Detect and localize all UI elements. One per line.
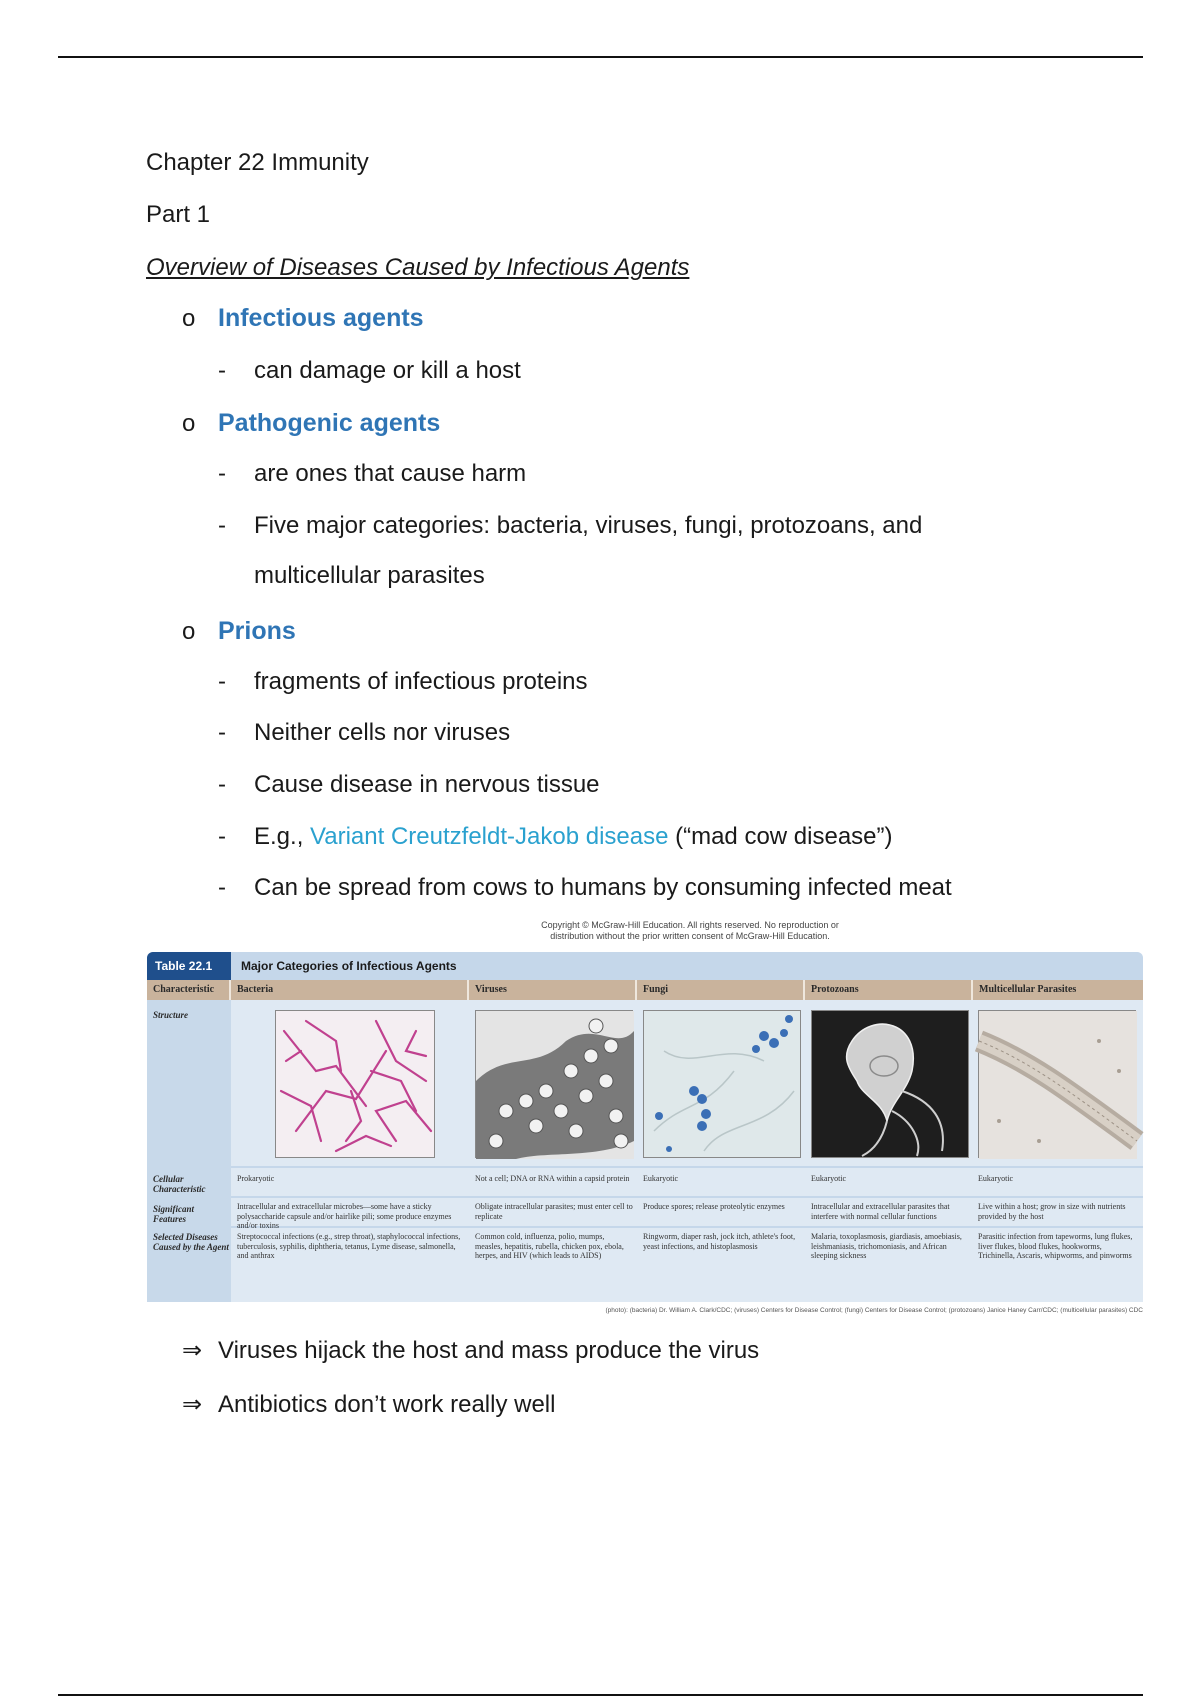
table-cell: Malaria, toxoplasmosis, giardiasis, amoebiasis, leishmaniasis, trichomoniasis, and African sleeping sickness — [811, 1232, 962, 1260]
column-header-row — [147, 980, 1143, 1000]
arrow-marker: ⇒ — [182, 1391, 203, 1418]
virus-photo — [475, 1010, 633, 1158]
table-header-bar — [147, 952, 1143, 980]
term-pathogenic-agents: Pathogenic agents — [218, 409, 441, 437]
parasite-photo — [978, 1010, 1136, 1158]
example-prefix: E.g., — [254, 823, 311, 850]
row-label-column — [147, 1000, 231, 1302]
row-label: Structure — [153, 1010, 189, 1020]
list-item: Neither cells nor viruses — [254, 719, 511, 746]
table-cell: Streptococcal infections (e.g., strep throat), staphylococcal infections, tuberculosis, syphilis, diphtheria, tetanus, Lyme disease, salmonella, and anthrax — [237, 1232, 461, 1260]
protozoan-photo — [811, 1010, 969, 1158]
dash-marker: - — [218, 668, 226, 695]
bottom-rule — [58, 1694, 1143, 1696]
list-item: fragments of infectious proteins — [254, 668, 588, 695]
table-cell: Parasitic infection from tapeworms, lung flukes, liver flukes, blood flukes, hookworms, Trichinella, Ascaris, whipworms, and pinworms — [978, 1232, 1133, 1260]
term-prions: Prions — [218, 617, 296, 645]
column-header: Fungi — [637, 980, 805, 1000]
table-cell: Prokaryotic — [237, 1174, 275, 1183]
part-label: Part 1 — [146, 201, 211, 228]
conclusion-item: Antibiotics don’t work really well — [218, 1391, 556, 1418]
photo-credits: (photo): (bacteria) Dr. William A. Clark/CDC; (viruses) Centers for Disease Control; (fungi) Centers for Disease Control; (protozoans) Janice Haney Carr/CDC; (multicellular parasites) CDC — [605, 1307, 1143, 1314]
section-title: Overview of Diseases Caused by Infectious Agents — [146, 254, 690, 281]
dash-marker: - — [218, 512, 226, 539]
dash-marker: - — [218, 460, 226, 487]
column-header: Viruses — [469, 980, 637, 1000]
bacteria-photo — [275, 1010, 435, 1158]
infectious-agents-table-figure — [147, 952, 1143, 1302]
row-divider — [231, 1196, 1143, 1198]
list-item: Five major categories: bacteria, viruses, fungi, protozoans, and — [254, 512, 923, 539]
row-divider — [231, 1166, 1143, 1168]
top-rule — [58, 56, 1143, 58]
bullet-marker: o — [182, 305, 196, 332]
table-cell: Obligate intracellular parasites; must enter cell to replicate — [475, 1202, 633, 1221]
table-cell: Eukaryotic — [643, 1174, 679, 1183]
row-label: Selected Diseases Caused by the Agent — [153, 1232, 229, 1252]
table-cell: Intracellular and extracellular microbes—some have a sticky polysaccharide capsule and/or hairlike pili; some produce enzymes and/or toxins — [237, 1202, 452, 1230]
arrow-marker: ⇒ — [182, 1337, 203, 1364]
table-cell: Intracellular and extracellular parasites that interfere with normal cellular functions — [811, 1202, 950, 1221]
list-item-continuation: multicellular parasites — [254, 562, 485, 589]
row-divider — [231, 1226, 1143, 1228]
table-cell: Common cold, influenza, polio, mumps, measles, hepatitis, rubella, chicken pox, ebola, herpes, and HIV (which leads to AIDS) — [475, 1232, 624, 1260]
conclusion-item: Viruses hijack the host and mass produce the virus — [218, 1337, 760, 1364]
cjd-link[interactable]: Variant Creutzfeldt-Jakob disease — [310, 823, 669, 850]
dash-marker: - — [218, 357, 226, 384]
row-label: Significant Features — [153, 1204, 195, 1224]
list-item: Cause disease in nervous tissue — [254, 771, 600, 798]
list-item-example — [254, 822, 893, 852]
table-cell: Ringworm, diaper rash, jock itch, athlete's foot, yeast infections, and histoplasmosis — [643, 1232, 796, 1251]
table-number: Table 22.1 — [147, 952, 231, 980]
bullet-marker: o — [182, 618, 196, 645]
list-item: can damage or kill a host — [254, 357, 521, 384]
table-cell: Eukaryotic — [978, 1174, 1014, 1183]
dash-marker: - — [218, 874, 226, 901]
table-cell: Produce spores; release proteolytic enzymes — [643, 1202, 785, 1211]
table-title: Major Categories of Infectious Agents — [241, 959, 457, 973]
bullet-marker: o — [182, 410, 196, 437]
row-label: Cellular Characteristic — [153, 1174, 206, 1194]
list-item: Can be spread from cows to humans by consuming infected meat — [254, 874, 952, 901]
table-cell: Eukaryotic — [811, 1174, 847, 1183]
column-header: Characteristic — [147, 980, 231, 1000]
dash-marker: - — [218, 771, 226, 798]
figure-copyright — [430, 920, 950, 942]
list-item: are ones that cause harm — [254, 460, 527, 487]
column-header: Protozoans — [805, 980, 973, 1000]
term-infectious-agents: Infectious agents — [218, 304, 424, 332]
copyright-line: Copyright © McGraw-Hill Education. All rights reserved. No reproduction or — [541, 920, 839, 930]
chapter-title: Chapter 22 Immunity — [146, 149, 369, 176]
copyright-line: distribution without the prior written consent of McGraw-Hill Education. — [550, 931, 830, 941]
fungi-photo — [643, 1010, 801, 1158]
column-header: Multicellular Parasites — [979, 984, 1077, 995]
dash-marker: - — [218, 823, 226, 850]
example-suffix: (“mad cow disease”) — [668, 823, 893, 850]
column-header: Bacteria — [231, 980, 469, 1000]
table-cell: Not a cell; DNA or RNA within a capsid protein — [475, 1174, 630, 1183]
dash-marker: - — [218, 719, 226, 746]
table-cell: Live within a host; grow in size with nutrients provided by the host — [978, 1202, 1126, 1221]
